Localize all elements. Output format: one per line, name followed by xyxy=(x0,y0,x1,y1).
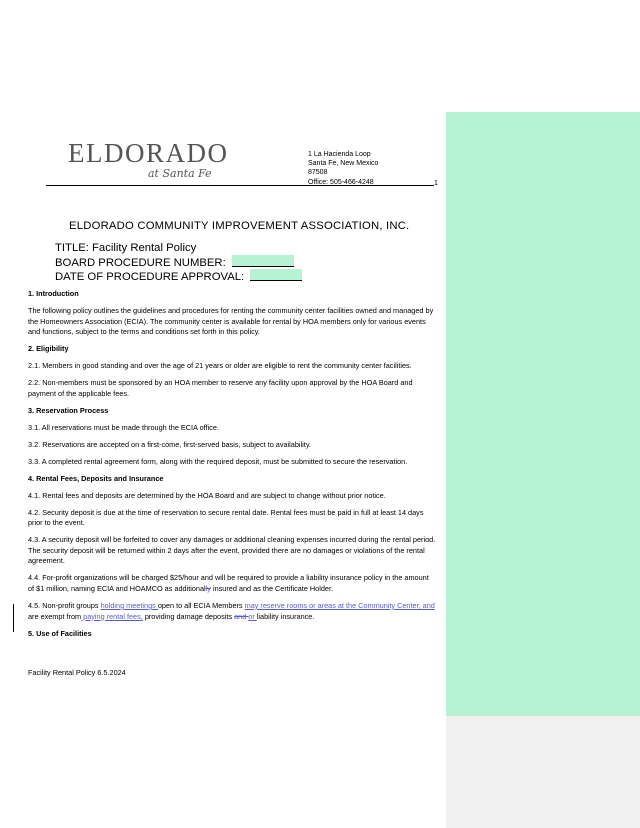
paragraph: 4.2. Security deposit is due at the time of reservation to secure rental date. Rental fees must be paid in full at least 14 days prior to the event. xyxy=(28,507,424,528)
approval-date-line xyxy=(55,269,302,284)
text-run: open to all ECIA Members xyxy=(157,600,245,610)
address-line: 1 La Hacienda Loop xyxy=(308,151,371,158)
inserted-text: paying rental fees, xyxy=(81,611,143,621)
change-bar xyxy=(13,604,14,632)
paragraph: 2.2. Non-members must be sponsored by an HOA member to reserve any facility upon approval by the HOA Board and payment of the applicable fees. xyxy=(28,378,413,398)
approval-date-label: DATE OF PROCEDURE APPROVAL: xyxy=(55,271,245,283)
markup-pane-empty xyxy=(446,716,640,828)
section-heading: 4. Rental Fees, Deposits and Insurance xyxy=(28,473,164,483)
paragraph: 4.3. A security deposit will be forfeited to cover any damages or additional cleaning expenses incurred during the rental period. The security deposit will be returned within 2 days after the event, provided there are no damages or violations of the rental agreement. xyxy=(28,535,436,566)
paragraph: 4.1. Rental fees and deposits are determined by the HOA Board and are subject to change without prior notice. xyxy=(28,490,386,500)
board-procedure-line xyxy=(55,255,302,270)
paragraph: 3.1. All reservations must be made through the ECIA office. xyxy=(28,422,219,432)
inserted-text: may reserve rooms or areas at the Community Center, and xyxy=(244,600,435,610)
deleted-text: and xyxy=(234,611,249,621)
text-run: 4.4. For-profit organizations will be charged $25/hour and will be required to provide a liability insurance policy in the amount of $1 million, naming ECIA and HOAMCO as additional xyxy=(28,573,429,593)
inserted-text: holding meetings xyxy=(100,600,158,610)
inserted-text: or xyxy=(248,611,257,621)
text-run: liability insurance. xyxy=(256,611,315,621)
organization-name: ELDORADO COMMUNITY IMPROVEMENT ASSOCIATION, INC. xyxy=(69,220,410,232)
markup-pane[interactable] xyxy=(446,112,640,716)
deleted-text: ly xyxy=(205,583,211,593)
policy-body xyxy=(28,289,436,646)
page-footer: Facility Rental Policy 6.5.2024 xyxy=(28,668,126,677)
page-number: 1 xyxy=(434,180,438,187)
approval-date-field[interactable] xyxy=(250,269,302,281)
address-line: 87508 xyxy=(308,169,328,177)
paragraph xyxy=(28,573,436,594)
paragraph: 2.1. Members in good standing and over the age of 21 years or older are eligible to rent the community center facilities. xyxy=(28,361,412,371)
section-heading: 2. Eligibility xyxy=(28,344,69,354)
paragraph: The following policy outlines the guidelines and procedures for renting the community center facilities owned and managed by the Homeowners Association (ECIA). The community center is available for rental by HOA members only for various events and functions, subject to the terms and conditions set forth in this policy. xyxy=(28,305,434,337)
eldorado-logo xyxy=(68,140,229,180)
tracked-change-paragraph xyxy=(28,601,436,622)
paragraph: 3.3. A completed rental agreement form, along with the required deposit, must be submitted to secure the reservation. xyxy=(28,456,408,466)
section-heading: 3. Reservation Process xyxy=(28,405,109,415)
address-line: Office: 505-466-4248 xyxy=(308,178,374,186)
title-block xyxy=(55,242,302,284)
text-run: providing damage deposits xyxy=(142,611,235,621)
logo-main-text: ELDORADO xyxy=(68,138,229,168)
logo-sub-text: at Santa Fe xyxy=(148,167,212,180)
text-run: are exempt from xyxy=(28,611,82,621)
board-procedure-label: BOARD PROCEDURE NUMBER: xyxy=(55,256,226,269)
address-line: Santa Fe, New Mexico xyxy=(308,160,379,168)
header-divider xyxy=(46,185,434,186)
text-run: 4.5. Non-profit groups xyxy=(28,600,101,610)
paragraph: 3.2. Reservations are accepted on a first-come, first-served basis, subject to availability. xyxy=(28,439,311,449)
board-procedure-number-field[interactable] xyxy=(232,255,294,267)
section-heading: 1. Introduction xyxy=(28,289,79,298)
policy-title: TITLE: Facility Rental Policy xyxy=(55,242,197,254)
office-address xyxy=(308,150,378,187)
section-heading: 5. Use of Facilities xyxy=(28,628,92,638)
text-run: insured and as the Certificate Holder. xyxy=(210,583,334,593)
